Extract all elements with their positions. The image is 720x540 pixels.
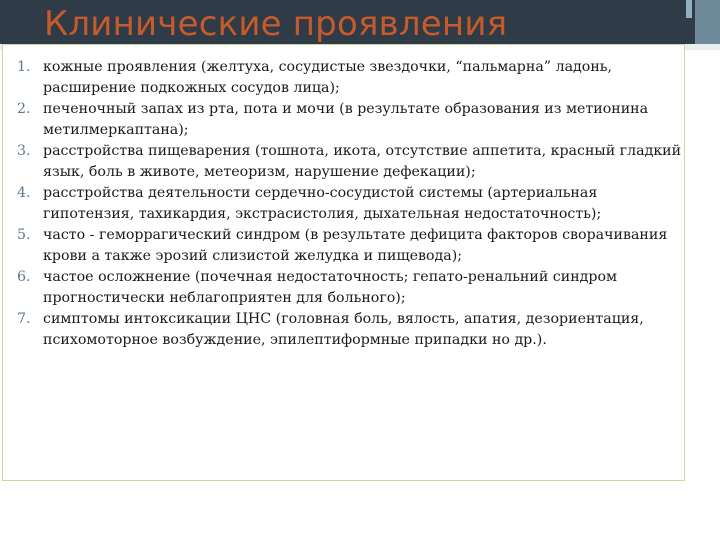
list-item — [17, 99, 682, 141]
list-item — [17, 309, 682, 351]
list-item — [17, 183, 682, 225]
list-item — [17, 267, 682, 309]
list-item-text: часто - геморрагический синдром (в результате дефицита факторов сворачивания крови а также эрозий слизистой желудка и пищевода); — [43, 227, 668, 264]
list-item — [17, 57, 682, 99]
list-item-number: 6. — [17, 269, 31, 285]
header-accent — [695, 0, 720, 44]
list-item-text: печеночный запах из рта, пота и мочи (в результате образования из метионина метилмеркаптана); — [43, 101, 649, 138]
list-item-text: расстройства пищеварения (тошнота, икота, отсутствие аппетита, красный гладкий язык, боль в животе, метеоризм, нарушение дефекации); — [43, 143, 682, 180]
list-item — [17, 141, 682, 183]
list-item-number: 5. — [17, 227, 31, 243]
list-item-text: расстройства деятельности сердечно-сосудистой системы (артериальная гипотензия, тахикардия, экстрасистолия, дыхательная недостаточность); — [43, 185, 602, 222]
symptom-list — [17, 57, 682, 351]
list-item-text: симптомы интоксикации ЦНС (головная боль, вялость, апатия, дезориентация, психомоторное возбуждение, эпилептиформные припадки но др.). — [43, 311, 644, 348]
list-item-number: 3. — [17, 143, 31, 159]
list-item-number: 2. — [17, 101, 31, 117]
bottom-margin — [0, 482, 720, 540]
list-item-number: 4. — [17, 185, 31, 201]
list-item-text: частое осложнение (почечная недостаточность; гепато-ренальний синдром прогностически неблагоприятен для больного); — [43, 269, 618, 306]
list-item-text: кожные проявления (желтуха, сосудистые звездочки, “пальмарна” ладонь, расширение подкожных сосудов лица); — [43, 59, 613, 96]
slide-title: Клинические проявления — [44, 4, 508, 44]
list-item — [17, 225, 682, 267]
list-item-number: 1. — [17, 59, 31, 75]
list-item-number: 7. — [17, 311, 31, 327]
frame-edge — [684, 45, 685, 480]
content-frame — [2, 44, 685, 481]
header-accent-line — [686, 0, 692, 18]
